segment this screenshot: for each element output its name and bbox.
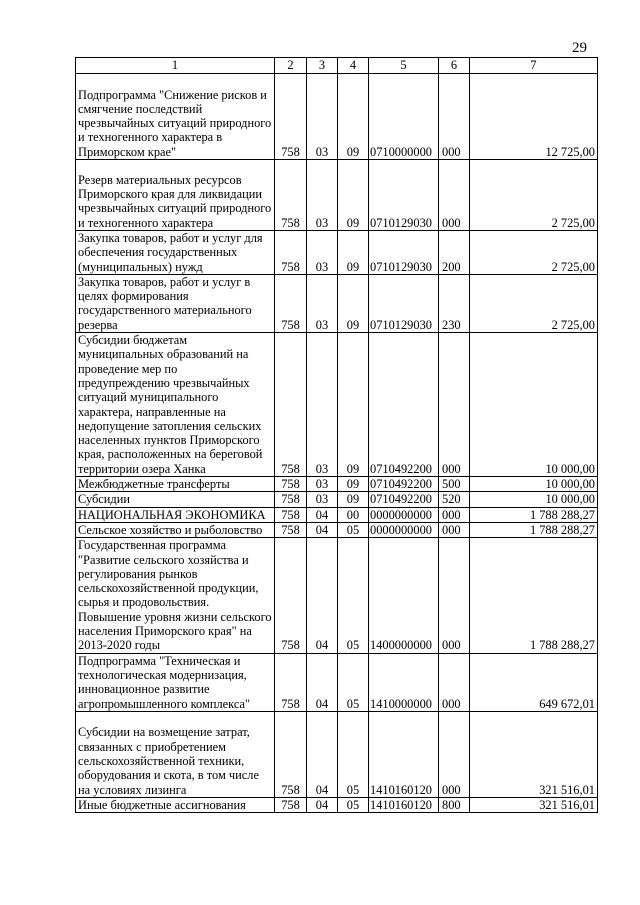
column-header: 7 [470,58,598,74]
table-row [76,507,598,522]
target-article-code: 0710492200 [369,333,439,477]
subsection-code: 09 [338,274,369,332]
table-row [76,477,598,492]
department-code: 758 [275,492,307,507]
section-code: 04 [307,653,338,711]
amount: 321 516,01 [470,797,598,812]
amount: 10 000,00 [470,477,598,492]
section-code: 03 [307,231,338,275]
amount: 1 788 288,27 [470,522,598,537]
row-name: Государственная программа "Развитие сельского хозяйства и регулирования рынков сельскохозяйственной продукции, сырья и продовольствия. Повышение уровня жизни сельского населения Приморского края" на 2013-2020 годы [76,538,275,653]
table-row [76,492,598,507]
target-article-code: 1410000000 [369,653,439,711]
target-article-code: 0000000000 [369,522,439,537]
section-code: 03 [307,477,338,492]
target-article-code: 0710129030 [369,160,439,231]
column-header: 2 [275,58,307,74]
amount: 10 000,00 [470,492,598,507]
amount: 2 725,00 [470,160,598,231]
row-name: Закупка товаров, работ и услуг в целях формирования государственного материального резерва [76,274,275,332]
expense-type-code: 000 [439,507,470,522]
section-code: 03 [307,274,338,332]
expense-type-code: 000 [439,522,470,537]
expense-type-code: 000 [439,160,470,231]
subsection-code: 09 [338,160,369,231]
subsection-code: 09 [338,74,369,160]
subsection-code: 09 [338,333,369,477]
department-code: 758 [275,538,307,653]
target-article-code: 0710492200 [369,477,439,492]
department-code: 758 [275,160,307,231]
column-header: 4 [338,58,369,74]
department-code: 758 [275,711,307,797]
table-row [76,711,598,797]
subsection-code: 05 [338,797,369,812]
subsection-code: 00 [338,507,369,522]
page-number: 29 [572,40,587,56]
header-row [76,58,598,74]
row-name: Иные бюджетные ассигнования [76,797,275,812]
row-name: Сельское хозяйство и рыболовство [76,522,275,537]
department-code: 758 [275,522,307,537]
budget-table [75,57,598,813]
row-name: Подпрограмма "Техническая и технологическая модернизация, инновационное развитие агропромышленного комплекса" [76,653,275,711]
target-article-code: 0710000000 [369,74,439,160]
row-name: Субсидии бюджетам муниципальных образований на проведение мер по предупреждению чрезвычайных ситуаций муниципального характера, направленные на недопущение затопления сельских населенных пунктов Приморского края, расположенных на береговой территории озера Ханка [76,333,275,477]
row-name: Субсидии на возмещение затрат, связанных с приобретением сельскохозяйственной техники, оборудования и скота, в том числе на условиях лизинга [76,711,275,797]
department-code: 758 [275,653,307,711]
column-header: 6 [439,58,470,74]
amount: 12 725,00 [470,74,598,160]
column-header: 5 [369,58,439,74]
department-code: 758 [275,74,307,160]
row-name: Межбюджетные трансферты [76,477,275,492]
column-header: 1 [76,58,275,74]
table-row [76,160,598,231]
row-name: Закупка товаров, работ и услуг для обеспечения государственных (муниципальных) нужд [76,231,275,275]
expense-type-code: 500 [439,477,470,492]
section-code: 03 [307,160,338,231]
expense-type-code: 000 [439,653,470,711]
section-code: 04 [307,711,338,797]
department-code: 758 [275,231,307,275]
section-code: 04 [307,538,338,653]
target-article-code: 1410160120 [369,797,439,812]
subsection-code: 05 [338,711,369,797]
expense-type-code: 000 [439,333,470,477]
table-row [76,231,598,275]
amount: 321 516,01 [470,711,598,797]
subsection-code: 05 [338,653,369,711]
expense-type-code: 000 [439,538,470,653]
row-name: НАЦИОНАЛЬНАЯ ЭКОНОМИКА [76,507,275,522]
subsection-code: 09 [338,492,369,507]
table-row [76,653,598,711]
amount: 649 672,01 [470,653,598,711]
amount: 2 725,00 [470,274,598,332]
department-code: 758 [275,477,307,492]
department-code: 758 [275,507,307,522]
table-row [76,274,598,332]
target-article-code: 0000000000 [369,507,439,522]
subsection-code: 05 [338,522,369,537]
table-row [76,522,598,537]
section-code: 03 [307,74,338,160]
amount: 10 000,00 [470,333,598,477]
subsection-code: 09 [338,477,369,492]
table-row [76,333,598,477]
target-article-code: 1410160120 [369,711,439,797]
section-code: 04 [307,797,338,812]
expense-type-code: 230 [439,274,470,332]
target-article-code: 0710129030 [369,231,439,275]
expense-type-code: 520 [439,492,470,507]
section-code: 04 [307,507,338,522]
department-code: 758 [275,797,307,812]
section-code: 03 [307,492,338,507]
subsection-code: 05 [338,538,369,653]
amount: 1 788 288,27 [470,538,598,653]
column-header: 3 [307,58,338,74]
row-name: Резерв материальных ресурсов Приморского края для ликвидации чрезвычайных ситуаций природного и техногенного характера [76,160,275,231]
table-row [76,538,598,653]
expense-type-code: 200 [439,231,470,275]
table-row [76,797,598,812]
section-code: 04 [307,522,338,537]
expense-type-code: 800 [439,797,470,812]
row-name: Подпрограмма "Снижение рисков и смягчение последствий чрезвычайных ситуаций природного и техногенного характера в Приморском крае" [76,74,275,160]
department-code: 758 [275,333,307,477]
expense-type-code: 000 [439,74,470,160]
section-code: 03 [307,333,338,477]
target-article-code: 0710129030 [369,274,439,332]
row-name: Субсидии [76,492,275,507]
department-code: 758 [275,274,307,332]
target-article-code: 0710492200 [369,492,439,507]
target-article-code: 1400000000 [369,538,439,653]
amount: 2 725,00 [470,231,598,275]
subsection-code: 09 [338,231,369,275]
amount: 1 788 288,27 [470,507,598,522]
table-row [76,74,598,160]
expense-type-code: 000 [439,711,470,797]
